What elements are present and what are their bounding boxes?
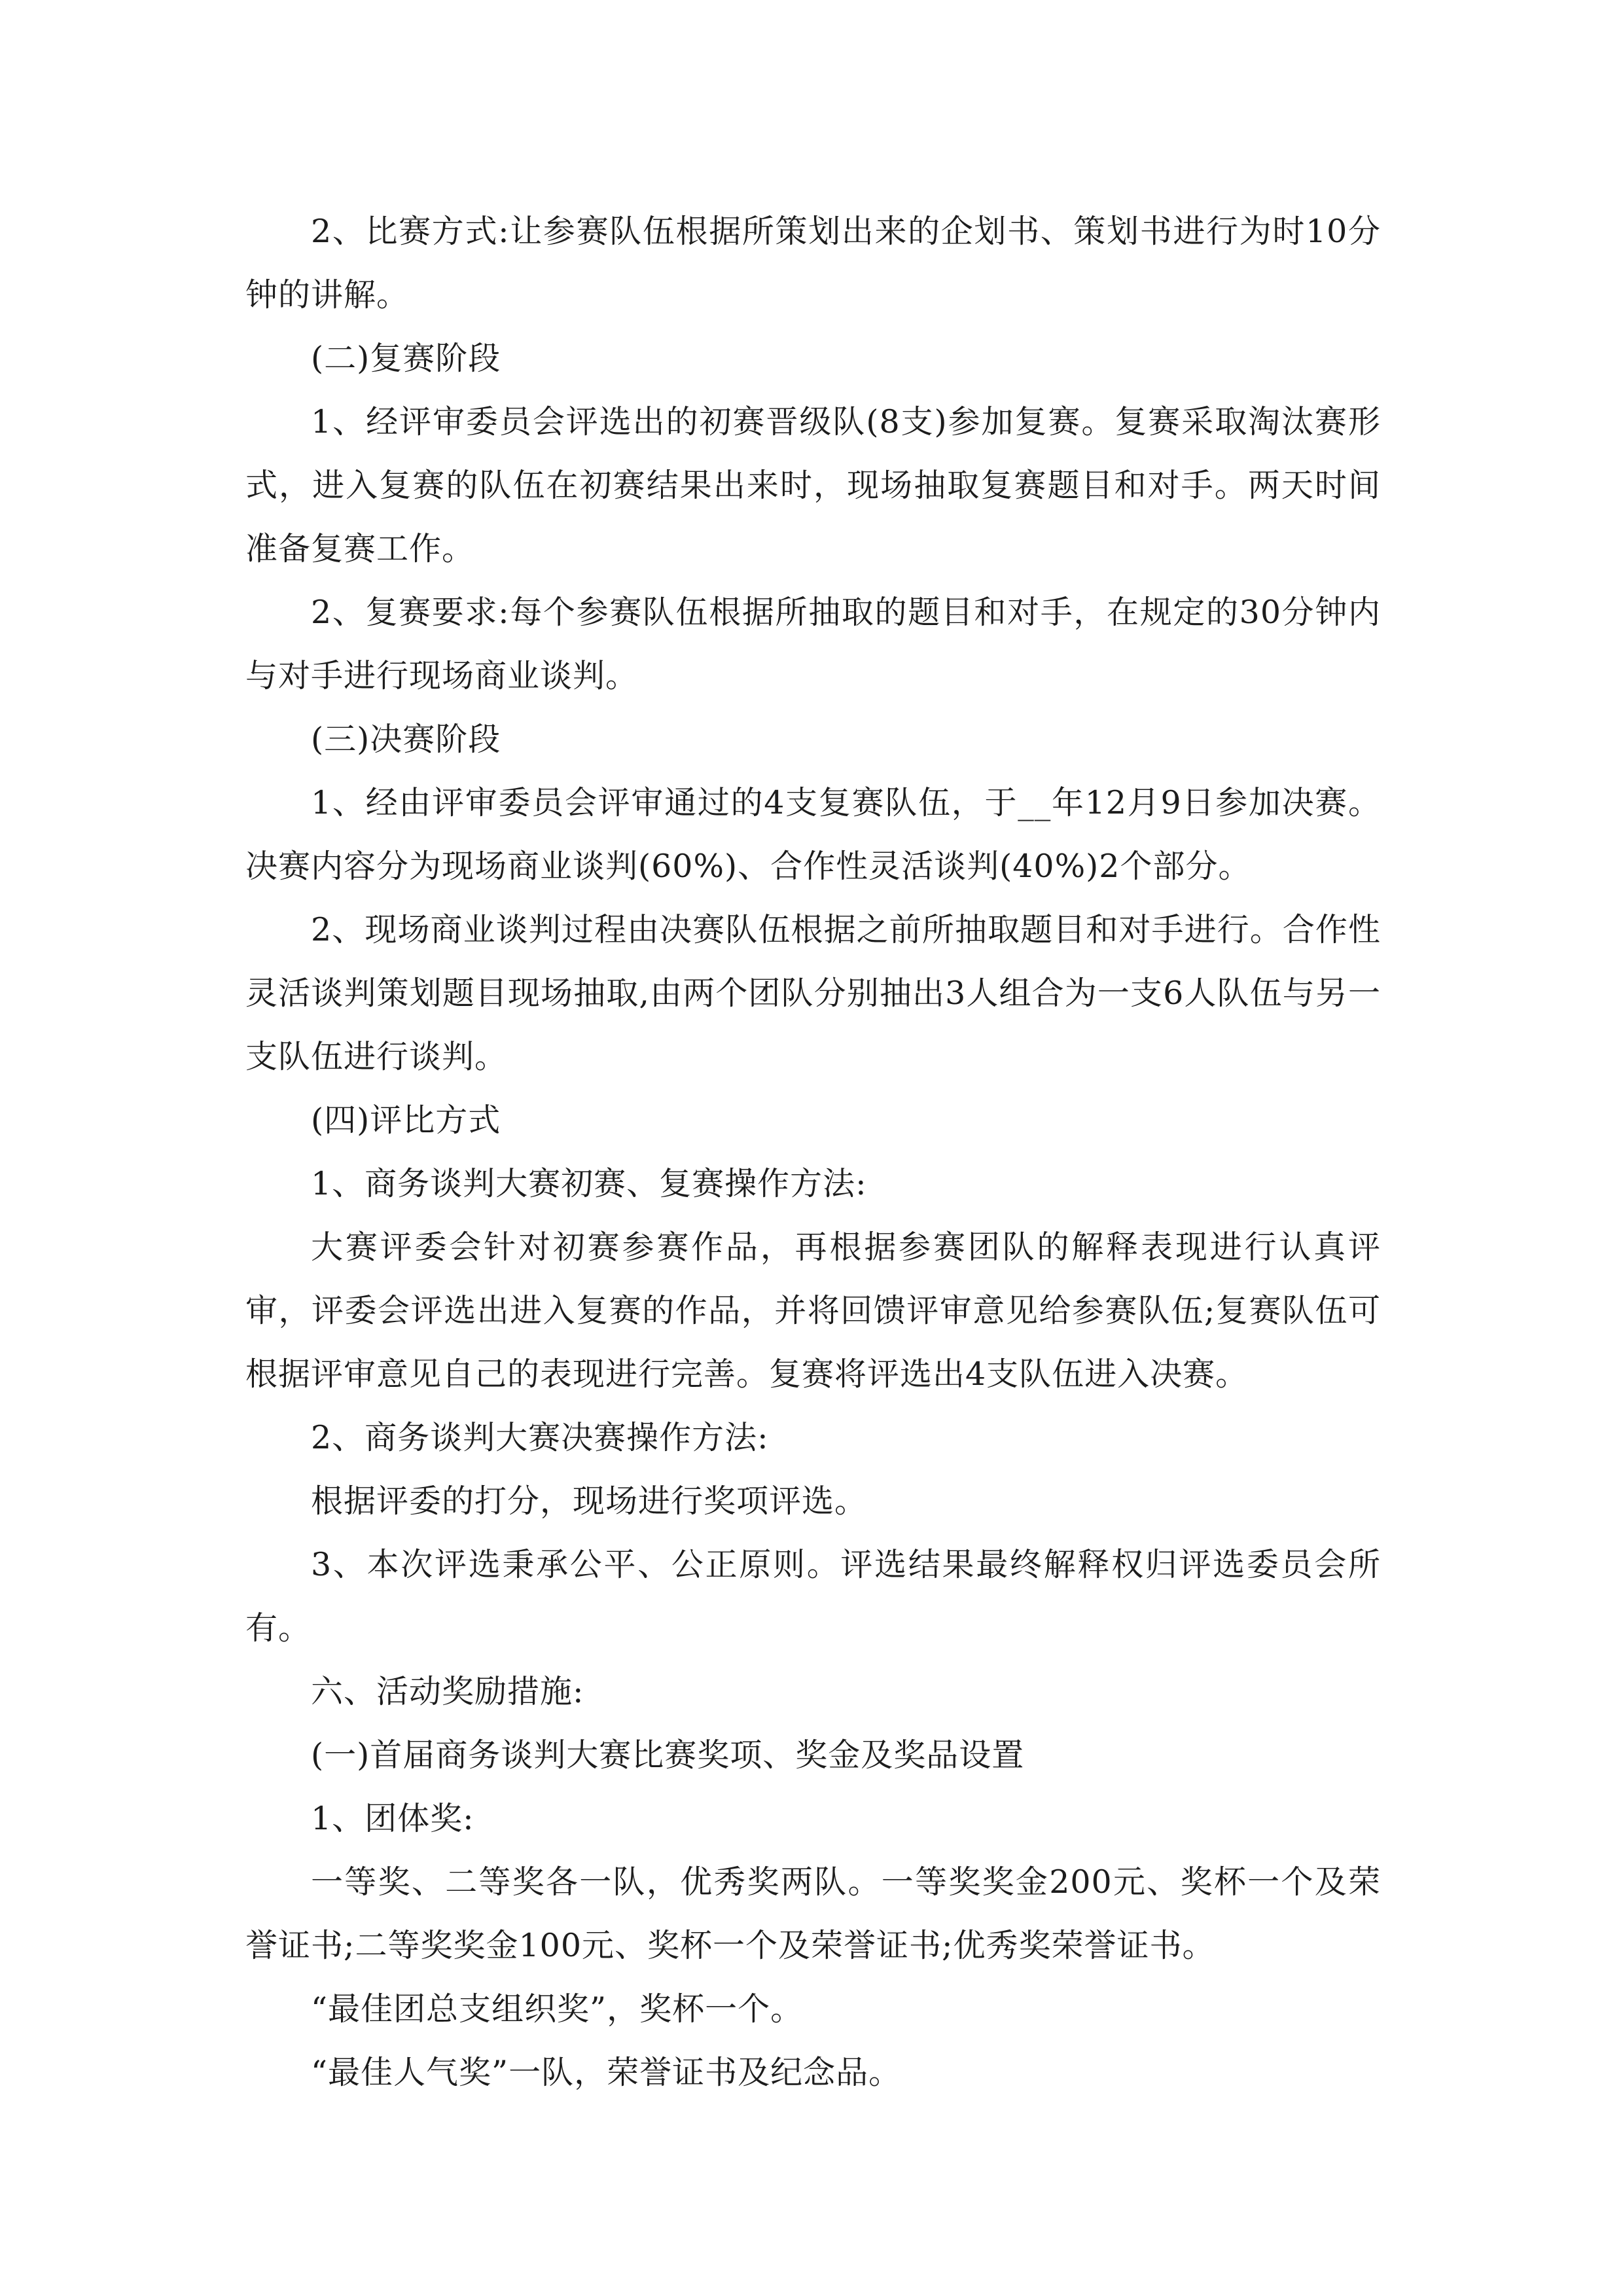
heading-final-stage: (三)决赛阶段 [311,721,501,758]
paragraph-final-process: 2、现场商业谈判过程由决赛队伍根据之前所抽取题目和对手进行。合作性灵活谈判策划题目现场抽取,由两个团队分别抽出3人组合为一支6人队伍与另一支队伍进行谈判。 [245,911,1381,1075]
paragraph-team-award-details: 一等奖、二等奖各一队，优秀奖两队。一等奖奖金200元、奖杯一个及荣誉证书;二等奖奖金100元、奖杯一个及荣誉证书;优秀奖荣誉证书。 [245,1863,1381,1964]
paragraph-competition-format: 2、比赛方式:让参赛队伍根据所策划出来的企划书、策划书进行为时10分钟的讲解。 [245,213,1381,314]
paragraph-final-method-title: 2、商务谈判大赛决赛操作方法: [311,1419,769,1456]
paragraph-semifinal-requirements: 2、复赛要求:每个参赛队伍根据所抽取的题目和对手，在规定的30分钟内与对手进行现场商业谈判。 [245,594,1381,694]
paragraph-prelim-method-title: 1、商务谈判大赛初赛、复赛操作方法: [311,1165,867,1202]
heading-rewards: 六、活动奖励措施: [311,1673,584,1710]
paragraph-best-organization-award: “最佳团总支组织奖”，奖杯一个。 [311,1990,804,2028]
paragraph-prelim-method: 大赛评委会针对初赛参赛作品，再根据参赛团队的解释表现进行认真评审，评委会评选出进入复赛的作品，并将回馈评审意见给参赛队伍;复赛队伍可根据评审意见自己的表现进行完善。复赛将评选出4支队伍进入决赛。 [245,1229,1381,1393]
paragraph-final-method: 根据评委的打分，现场进行奖项评选。 [311,1482,868,1520]
paragraph-semifinal-qualify: 1、经评审委员会评选出的初赛晋级队(8支)参加复赛。复赛采取淘汰赛形式，进入复赛的队伍在初赛结果出来时，现场抽取复赛题目和对手。两天时间准备复赛工作。 [245,403,1381,567]
heading-semifinal-stage: (二)复赛阶段 [311,340,501,377]
paragraph-fairness: 3、本次评选秉承公平、公正原则。评选结果最终解释权归评选委员会所有。 [245,1546,1381,1647]
document-body [245,200,1381,2104]
paragraph-team-award-title: 1、团体奖: [311,1800,474,1837]
heading-awards-setup: (一)首届商务谈判大赛比赛奖项、奖金及奖品设置 [311,1736,1025,1774]
paragraph-final-teams: 1、经由评审委员会评审通过的4支复赛队伍，于__年12月9日参加决赛。决赛内容分为现场商业谈判(60%)、合作性灵活谈判(40%)2个部分。 [245,784,1381,885]
heading-evaluation-method: (四)评比方式 [311,1102,501,1139]
paragraph-best-popularity-award: “最佳人气奖”一队，荣誉证书及纪念品。 [311,2054,902,2091]
